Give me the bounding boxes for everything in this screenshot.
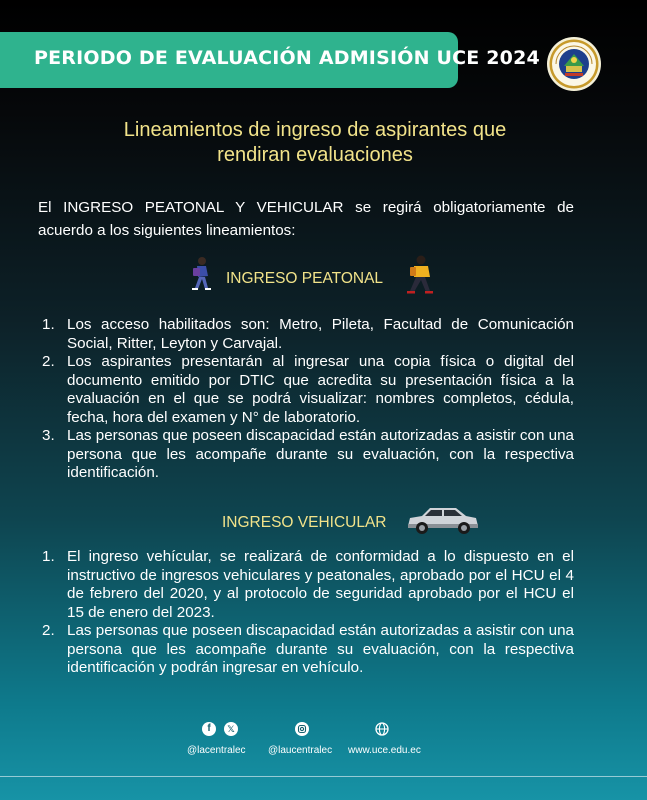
list-item-text: Los acceso habilitados son: Metro, Pileta, Facultad de Comunicación Social, Ritter, Leyton y Carvajal. bbox=[67, 316, 574, 352]
university-seal-icon bbox=[546, 36, 602, 92]
heading-line-2: rendiran evaluaciones bbox=[217, 144, 413, 166]
list-item-text: Las personas que poseen discapacidad están autorizadas a asistir con una persona que les acompañe durante su evaluación, con la respectiva identificación. bbox=[67, 427, 574, 481]
list-item bbox=[38, 427, 574, 483]
intro-paragraph: El INGRESO PEATONAL Y VEHICULAR se regirá obligatoriamente de acuerdo a los siguientes lineamientos: bbox=[38, 199, 574, 239]
list-item bbox=[38, 622, 574, 678]
list-item bbox=[38, 316, 574, 353]
list-item-text: Las personas que poseen discapacidad están autorizadas a asistir con una persona que les acompañe durante su evaluación, con la respectiva identificación y podrán ingresar en vehículo. bbox=[67, 622, 574, 676]
list-item bbox=[38, 353, 574, 427]
list-item-number: 1. bbox=[42, 548, 55, 565]
pedestrian-list bbox=[38, 316, 574, 483]
list-item bbox=[38, 548, 574, 622]
banner-title: PERIODO DE EVALUACIÓN ADMISIÓN UCE 2024 bbox=[34, 47, 540, 69]
facebook-handle[interactable]: @lacentralec bbox=[187, 745, 246, 756]
list-item-number: 1. bbox=[42, 316, 55, 333]
list-item-text: El ingreso vehícular, se realizará de conformidad a lo dispuesto en el instructivo de ingresos vehiculares y peatonales, aprobado por el HCU el 4 de febrero del 2020, y al protocolo de seguridad aprobado por el HCU el 15 de enero del 2023. bbox=[67, 548, 574, 621]
list-item-number: 2. bbox=[42, 622, 55, 639]
instagram-icon[interactable] bbox=[295, 722, 309, 736]
list-item-text: Los aspirantes presentarán al ingresar una copia física o digital del documento emitido por DTIC que acredita su presentación física a la evaluación en el que se podrá visualizar: nombres completos, cédula, fecha, hora del examen y N° de laboratorio. bbox=[67, 353, 574, 426]
vehicular-list bbox=[38, 548, 574, 678]
car-icon bbox=[404, 504, 480, 536]
heading-line-1: Lineamientos de ingreso de aspirantes que bbox=[123, 119, 507, 141]
instagram-handle[interactable]: @laucentralec bbox=[268, 745, 333, 756]
list-item-number: 2. bbox=[42, 353, 55, 370]
globe-icon[interactable] bbox=[375, 722, 389, 736]
facebook-icon[interactable]: f bbox=[202, 722, 216, 736]
title-banner bbox=[0, 32, 540, 88]
pedestrian-section-title: INGRESO PEATONAL bbox=[226, 270, 384, 287]
website-link[interactable]: www.uce.edu.ec bbox=[348, 745, 421, 756]
footer-divider bbox=[0, 776, 647, 777]
vehicular-section-title: INGRESO VEHICULAR bbox=[222, 514, 387, 531]
list-item-number: 3. bbox=[42, 427, 55, 444]
walking-person-icon bbox=[186, 256, 214, 292]
page-heading bbox=[60, 118, 570, 168]
walking-person-icon bbox=[404, 255, 438, 297]
x-twitter-icon[interactable]: 𝕏 bbox=[224, 722, 238, 736]
